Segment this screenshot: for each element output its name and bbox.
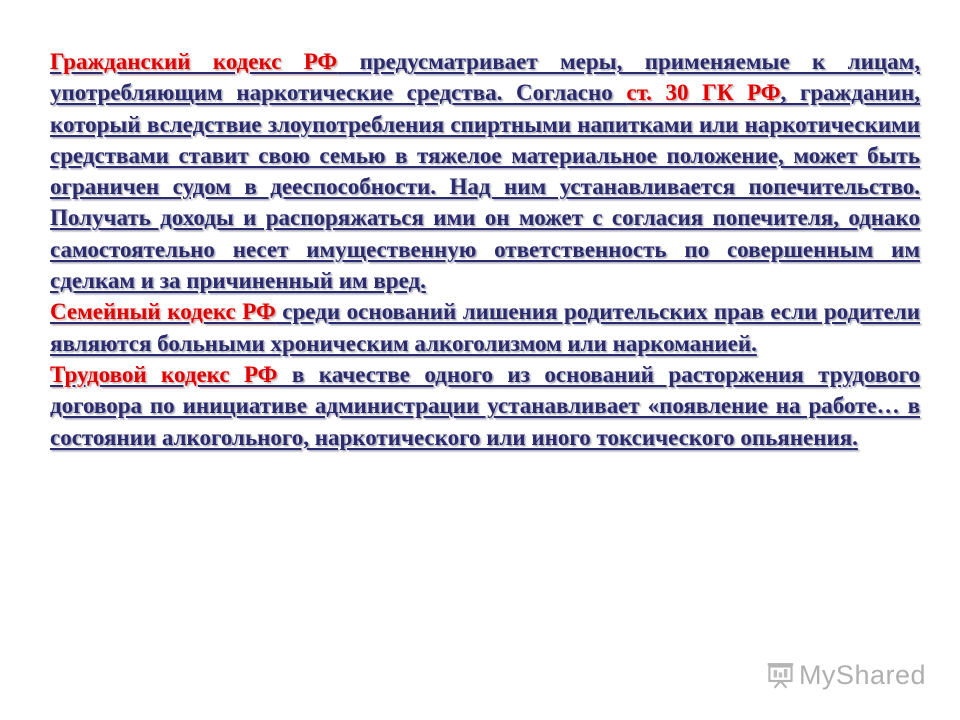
- labor-code-paragraph: [50, 359, 920, 453]
- family-code-title: Семейный кодекс РФ: [50, 299, 276, 325]
- civil-code-text-2: , гражданин, который вследствие злоупотребления спиртными напитками или наркотическими средствами ставит свою семью в тяжелое материальное положение, может быть ограничен судом в дееспособности. Над ним устанавливается попечительство. Получать доходы и распоряжаться ими он может с согласия попечителя, однако самостоятельно несет имущественную ответственность по совершенным им сделкам и за причиненный им вред.: [50, 80, 920, 294]
- watermark-label: MyShared: [798, 659, 926, 690]
- civil-code-article-ref: ст. 30 ГК РФ: [626, 80, 781, 106]
- civil-code-text-1: предусматривает меры, применяемые к лицам, употребляющим наркотические средства. Согласно: [50, 49, 921, 106]
- labor-code-text: в качестве одного из оснований расторжения трудового договора по инициативе администрации устанавливает «появление на работе… в состоянии алкогольного, наркотического или иного токсического опьянения: [50, 361, 920, 450]
- presentation-board-icon: [766, 658, 795, 692]
- family-code-text: среди оснований лишения родительских прав если родители являются больными хроническим алкоголизмом или наркоманией.: [50, 299, 920, 356]
- civil-code-paragraph: [50, 46, 920, 296]
- civil-code-title: Гражданский кодекс РФ: [50, 49, 338, 74]
- myshared-watermark: [766, 655, 926, 695]
- labor-code-title: Трудовой кодекс РФ: [50, 361, 278, 387]
- labor-code-tail: .: [852, 424, 858, 450]
- slide-body: [50, 46, 920, 453]
- family-code-paragraph: [50, 296, 920, 359]
